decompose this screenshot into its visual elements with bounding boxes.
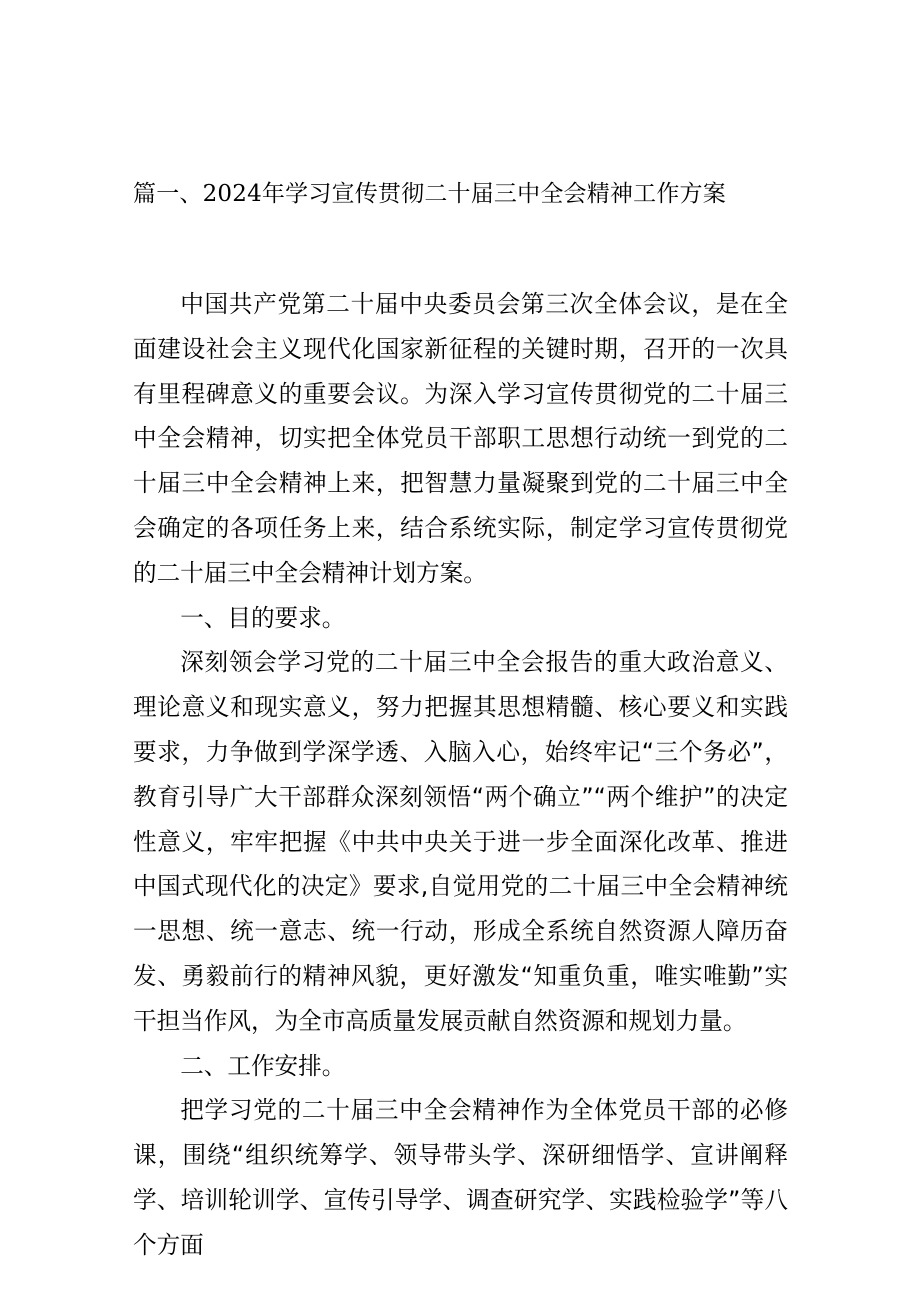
section-heading-purpose: 一、目的要求。 — [180, 603, 346, 632]
intro-paragraph: 中国共产党第二十届中央委员会第三次全体会议，是在全面建设社会主义现代化国家新征程的关键时期，召开的一次具有里程碑意义的重要会议。为深入学习宣传贯彻党的二十届三中全会精神，切实把全体党员干部职工思想行动统一到党的二十届三中全会精神上来，把智慧力量凝聚到党的二十届三中全会确定的各项任务上来，结合系统实际，制定学习宣传贯彻党的二十届三中全会精神计划方案。 — [133, 290, 788, 587]
section-heading-arrangement: 二、工作安排。 — [180, 1051, 346, 1080]
purpose-paragraph: 深刻领会学习党的二十届三中全会报告的重大政治意义、理论意义和现实意义，努力把握其思想精髓、核心要义和实践要求，力争做到学深学透、入脑入心，始终牢记“三个务必”，教育引导广大干部群众深刻领悟“两个确立”“两个维护”的决定性意义，牢牢把握《中共中央关于进一步全面深化改革、推进中国式现代化的决定》要求,自觉用党的二十届三中全会精神统一思想、统一意志、统一行动，形成全系统自然资源人障历奋发、勇毅前行的精神风貌，更好激发“知重负重，唯实唯勤”实干担当作风，为全市高质量发展贡献自然资源和规划力量。 — [133, 648, 788, 1035]
document-body — [133, 282, 788, 1268]
document-title: 篇一、2024年学习宣传贯彻二十届三中全会精神工作方案 — [133, 181, 726, 207]
arrangement-paragraph: 把学习党的二十届三中全会精神作为全体党员干部的必修课，围绕“组织统筹学、领导带头学、深研细悟学、宣讲阐释学、培训轮训学、宣传引导学、调查研究学、实践检验学”等八个方面 — [133, 1096, 788, 1259]
